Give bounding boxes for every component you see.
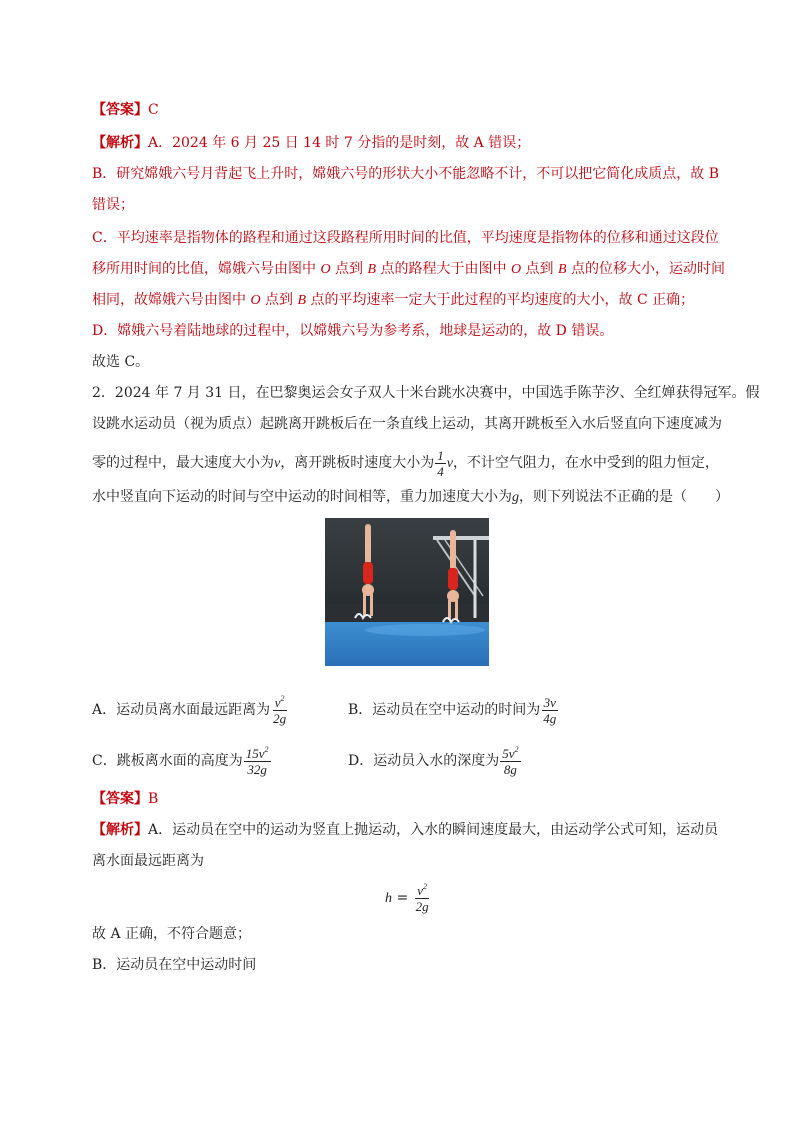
q2-analysis-a2: 离水面最远距离为 — [92, 853, 204, 869]
option-a[interactable]: A．运动员离水面最远距离为 $\frac{v^2}{2g}$ — [92, 693, 287, 726]
analysis-tag: 【解析】 — [92, 135, 148, 151]
q1-analysis-c3 — [92, 290, 694, 311]
answer-tag: 【答案】 — [92, 791, 148, 807]
q2-stem-line2: 设跳水运动员（视为质点）起跳离开跳板后在一条直线上运动，其离开跳板至入水后竖直向下速度减为 — [92, 416, 722, 432]
text-run: 点到 — [260, 292, 298, 308]
diving-photo-illustration — [325, 518, 489, 666]
q1-answer-line — [92, 100, 159, 120]
point-label: O — [320, 262, 331, 277]
point-label: B — [557, 262, 567, 277]
text-run: 点的平均速率一定大于此过程的平均速度的大小，故 C 正确； — [306, 292, 695, 308]
option-a-fraction: $\frac{v^2}{2g}$ — [273, 693, 287, 726]
equation-h: h = $\frac{v^2}{2g}$ — [385, 881, 429, 914]
question-number: 2． — [92, 385, 115, 401]
diving-photo — [325, 518, 489, 666]
analysis-tag: 【解析】 — [92, 822, 148, 838]
option-c-fraction: $\frac{15v^2}{32g}$ — [245, 744, 269, 777]
text-run: 移所用时间的比值，嫦娥六号由图中 — [92, 261, 321, 277]
point-label: O — [510, 262, 522, 277]
answer-value: B — [148, 791, 159, 807]
equation-fraction: $\frac{v^2}{2g}$ — [415, 881, 429, 914]
q1-analysis-c2 — [92, 259, 725, 280]
option-c[interactable]: C．跳板离水面的高度为 $\frac{15v^2}{32g}$ — [92, 744, 269, 777]
text-run: 点的路程大于由图中 — [376, 261, 511, 277]
text-run: 点的位移大小，运动时间 — [566, 261, 725, 277]
q1-analysis-b1: B．研究嫦娥六号月背起飞上升时，嫦娥六号的形状大小不能忽略不计，不可以把它简化成质点，故 B — [92, 166, 720, 182]
q1-analysis-d: D．嫦娥六号着陆地球的过程中，以嫦娥六号为参考系，地球是运动的，故 D 错误。 — [92, 323, 614, 339]
answer-tag: 【答案】 — [92, 102, 148, 118]
point-label: B — [367, 262, 377, 277]
q2-analysis-a3: 故 A 正确，不符合题意； — [92, 926, 252, 942]
option-d[interactable]: D．运动员入水的深度为 $\frac{5v^2}{8g}$ — [348, 744, 519, 777]
q1-analysis-c1: C．平均速率是指物体的路程和通过这段路程所用时间的比值，平均速度是指物体的位移和通过这段位 — [92, 230, 719, 246]
q1-analysis-a: 【解析】A．2024 年 6 月 25 日 14 时 7 分指的是时刻，故 A 错误； — [92, 135, 531, 151]
point-label: O — [250, 293, 261, 308]
q1-conclusion: 故选 C。 — [92, 354, 150, 370]
option-b[interactable]: B．运动员在空中运动的时间为 $\frac{3v}{4g}$ — [348, 694, 557, 726]
option-b-fraction: $\frac{3v}{4g}$ — [543, 694, 557, 726]
q2-analysis-b: B．运动员在空中运动时间 — [92, 957, 257, 973]
answer-value: C — [148, 102, 159, 118]
text-run: 点到 — [330, 261, 368, 277]
text-run: 相同，故嫦娥六号由图中 — [92, 292, 251, 308]
q2-analysis-a1: 【解析】A．运动员在空中的运动为竖直上抛运动，入水的瞬间速度最大，由运动学公式可知，运动员 — [92, 822, 719, 838]
q2-stem-line4: 水中竖直向下运动的时间与空中运动的时间相等，重力加速度大小为g，则下列说法不正确的是（ ） — [92, 489, 729, 505]
q2-stem-line3: 零的过程中，最大速度大小为v，离开跳板时速度大小为 $\frac{1}{4}$ v，不计空气阻力，在水中受到的阻力恒定， — [92, 447, 719, 479]
q2-answer-line — [92, 789, 158, 809]
point-label: B — [297, 293, 307, 308]
text-run: 点到 — [521, 261, 558, 277]
option-d-fraction: $\frac{5v^2}{8g}$ — [502, 744, 519, 777]
q1-analysis-b2: 错误； — [92, 197, 134, 213]
quarter-fraction: $\frac{1}{4}$ — [437, 447, 444, 479]
q2-stem-line1: 2．2024 年 7 月 31 日，在巴黎奥运会女子双人十米台跳水决赛中，中国选手陈芋汐、全红婵获得冠军。假 — [92, 385, 760, 401]
